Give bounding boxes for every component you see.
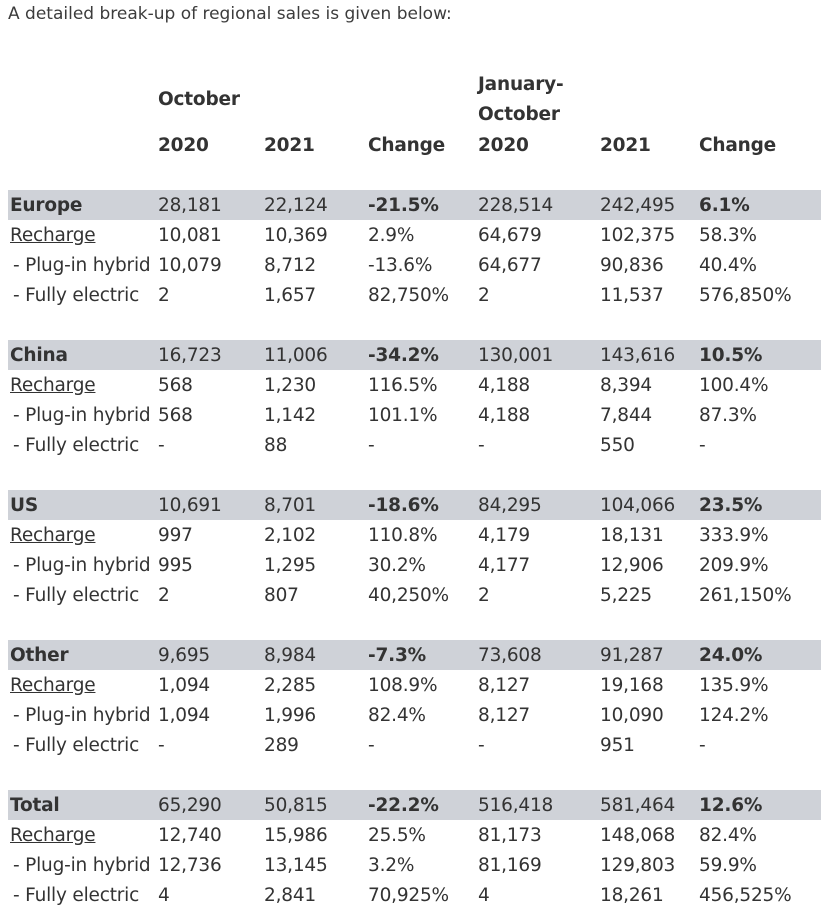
ytd-change-cell: 23.5%: [697, 490, 821, 520]
plug-in-hybrid-label: - Plug-in hybrid: [13, 704, 151, 726]
ytd-2020-cell: 8,127: [478, 704, 530, 726]
plug-in-hybrid-label: - Plug-in hybrid: [13, 854, 151, 876]
oct-2021-cell: 10,369: [264, 224, 328, 246]
oct-2020-cell: 12,736: [158, 854, 222, 876]
oct-change-cell: -: [368, 734, 375, 756]
ytd-change-cell: 333.9%: [699, 524, 769, 546]
oct-2021-cell: 2,285: [264, 674, 316, 696]
ytd-2020-cell: 228,514: [476, 190, 598, 220]
oct-2020-cell: 2: [158, 284, 170, 306]
ytd-2021-cell: 104,066: [598, 490, 697, 520]
oct-2021-cell: 22,124: [262, 190, 366, 220]
ytd-2020-cell: 4,188: [478, 374, 530, 396]
ytd-2021-cell: 102,375: [600, 224, 676, 246]
oct-2021-cell: 1,142: [264, 404, 316, 426]
ytd-2021-cell: 951: [600, 734, 635, 756]
ytd-2020-cell: 516,418: [476, 790, 598, 820]
oct-2021-cell: 1,996: [264, 704, 316, 726]
plug-in-hybrid-label: - Plug-in hybrid: [13, 254, 151, 276]
oct-change-cell: 108.9%: [368, 674, 438, 696]
region-total-row: [8, 190, 821, 220]
ytd-change-cell: 124.2%: [699, 704, 769, 726]
plug-in-hybrid-row: [8, 250, 821, 280]
region-total-row: [8, 340, 821, 370]
column-header-2021: 2021: [264, 134, 315, 156]
oct-2020-cell: 568: [158, 404, 193, 426]
ytd-change-cell: 58.3%: [699, 224, 757, 246]
oct-2021-cell: 1,295: [264, 554, 316, 576]
ytd-2021-cell: 10,090: [600, 704, 664, 726]
ytd-2021-cell: 5,225: [600, 584, 652, 606]
oct-2020-cell: -: [158, 434, 165, 456]
oct-2021-cell: 8,984: [262, 640, 366, 670]
oct-change-cell: 116.5%: [368, 374, 438, 396]
recharge-label: Recharge: [10, 374, 96, 396]
ytd-2021-cell: 11,537: [600, 284, 664, 306]
ytd-change-cell: 576,850%: [699, 284, 792, 306]
plug-in-hybrid-label: - Plug-in hybrid: [13, 554, 151, 576]
ytd-2021-cell: 8,394: [600, 374, 652, 396]
oct-2021-cell: 11,006: [262, 340, 366, 370]
ytd-change-cell: 87.3%: [699, 404, 757, 426]
ytd-2020-cell: -: [478, 434, 485, 456]
column-header-ytd-2020: 2020: [478, 134, 529, 156]
oct-change-cell: 3.2%: [368, 854, 415, 876]
ytd-change-cell: 40.4%: [699, 254, 757, 276]
column-header-change: Change: [368, 134, 445, 156]
oct-change-cell: 30.2%: [368, 554, 426, 576]
fully-electric-label: - Fully electric: [13, 584, 140, 606]
oct-change-cell: -34.2%: [366, 340, 476, 370]
region-name: US: [8, 490, 156, 520]
ytd-change-cell: 24.0%: [697, 640, 821, 670]
oct-change-cell: 70,925%: [368, 884, 449, 906]
spacer-row: [8, 460, 821, 490]
ytd-change-cell: -: [699, 734, 706, 756]
oct-2021-cell: 2,102: [264, 524, 316, 546]
region-name: Other: [8, 640, 156, 670]
oct-change-cell: 2.9%: [368, 224, 415, 246]
ytd-2020-cell: 4,179: [478, 524, 530, 546]
fully-electric-row: [8, 730, 821, 760]
oct-2020-cell: 10,079: [158, 254, 222, 276]
ytd-2021-cell: 148,068: [600, 824, 676, 846]
oct-2020-cell: 16,723: [156, 340, 262, 370]
plug-in-hybrid-row: [8, 400, 821, 430]
plug-in-hybrid-row: [8, 700, 821, 730]
oct-2021-cell: 13,145: [264, 854, 328, 876]
ytd-2020-cell: 2: [478, 284, 490, 306]
oct-change-cell: -13.6%: [368, 254, 433, 276]
ytd-change-cell: 59.9%: [699, 854, 757, 876]
oct-2021-cell: 8,701: [262, 490, 366, 520]
oct-2020-cell: -: [158, 734, 165, 756]
ytd-2021-cell: 550: [600, 434, 635, 456]
oct-2021-cell: 289: [264, 734, 299, 756]
ytd-change-cell: 135.9%: [699, 674, 769, 696]
spacer-row: [8, 610, 821, 640]
ytd-2020-cell: -: [478, 734, 485, 756]
spacer-row: [8, 310, 821, 340]
ytd-2020-cell: 64,679: [478, 224, 542, 246]
ytd-change-cell: 10.5%: [697, 340, 821, 370]
oct-2020-cell: 65,290: [156, 790, 262, 820]
recharge-label: Recharge: [10, 674, 96, 696]
recharge-label: Recharge: [10, 224, 96, 246]
ytd-2020-cell: 81,173: [478, 824, 542, 846]
ytd-2021-cell: 18,131: [600, 524, 664, 546]
oct-2021-cell: 807: [264, 584, 299, 606]
oct-2020-cell: 10,691: [156, 490, 262, 520]
oct-2020-cell: 2: [158, 584, 170, 606]
column-header-2020: 2020: [158, 134, 209, 156]
ytd-change-cell: 6.1%: [697, 190, 821, 220]
region-total-row: [8, 490, 821, 520]
ytd-2021-cell: 91,287: [598, 640, 697, 670]
region-name: China: [8, 340, 156, 370]
period-ytd-header: January- October: [478, 74, 564, 125]
recharge-label: Recharge: [10, 524, 96, 546]
recharge-row: [8, 220, 821, 250]
oct-2021-cell: 50,815: [262, 790, 366, 820]
oct-change-cell: 40,250%: [368, 584, 449, 606]
oct-2021-cell: 1,657: [264, 284, 316, 306]
oct-change-cell: 82.4%: [368, 704, 426, 726]
ytd-2021-cell: 129,803: [600, 854, 676, 876]
ytd-2020-cell: 84,295: [476, 490, 598, 520]
oct-change-cell: 110.8%: [368, 524, 438, 546]
ytd-2021-cell: 242,495: [598, 190, 697, 220]
ytd-change-cell: 261,150%: [699, 584, 792, 606]
oct-2020-cell: 568: [158, 374, 193, 396]
oct-change-cell: -: [368, 434, 375, 456]
column-header-ytd-2021: 2021: [600, 134, 651, 156]
oct-change-cell: 25.5%: [368, 824, 426, 846]
ytd-2020-cell: 130,001: [476, 340, 598, 370]
ytd-change-cell: 82.4%: [699, 824, 757, 846]
ytd-2021-cell: 90,836: [600, 254, 664, 276]
intro-text: A detailed break-up of regional sales is given below:: [8, 4, 452, 24]
oct-2021-cell: 8,712: [264, 254, 316, 276]
year-header-row: [8, 130, 821, 160]
ytd-change-cell: 12.6%: [697, 790, 821, 820]
oct-2020-cell: 12,740: [158, 824, 222, 846]
ytd-2020-cell: 81,169: [478, 854, 542, 876]
ytd-2020-cell: 73,608: [476, 640, 598, 670]
column-header-ytd-change: Change: [699, 134, 777, 156]
ytd-change-cell: 100.4%: [699, 374, 769, 396]
region-total-row: [8, 790, 821, 820]
oct-2020-cell: 28,181: [156, 190, 262, 220]
ytd-2020-cell: 4,177: [478, 554, 530, 576]
oct-change-cell: -21.5%: [366, 190, 476, 220]
plug-in-hybrid-label: - Plug-in hybrid: [13, 404, 151, 426]
oct-change-cell: 101.1%: [368, 404, 438, 426]
oct-change-cell: -18.6%: [366, 490, 476, 520]
ytd-2021-cell: 7,844: [600, 404, 652, 426]
oct-2021-cell: 15,986: [264, 824, 328, 846]
fully-electric-row: [8, 580, 821, 610]
oct-2020-cell: 4: [158, 884, 170, 906]
ytd-2021-cell: 19,168: [600, 674, 664, 696]
ytd-2021-cell: 18,261: [600, 884, 664, 906]
recharge-row: [8, 370, 821, 400]
spacer-row: [8, 160, 821, 190]
period-month-header: October: [158, 89, 240, 110]
recharge-label: Recharge: [10, 824, 96, 846]
plug-in-hybrid-row: [8, 850, 821, 880]
ytd-2020-cell: 4,188: [478, 404, 530, 426]
regional-sales-table: [8, 70, 821, 910]
ytd-2020-cell: 4: [478, 884, 490, 906]
spacer-row: [8, 760, 821, 790]
region-name: Europe: [8, 190, 156, 220]
oct-2020-cell: 10,081: [158, 224, 222, 246]
ytd-2020-cell: 64,677: [478, 254, 542, 276]
fully-electric-label: - Fully electric: [13, 884, 140, 906]
oct-2020-cell: 1,094: [158, 704, 210, 726]
ytd-change-cell: -: [699, 434, 706, 456]
recharge-row: [8, 820, 821, 850]
oct-change-cell: -7.3%: [366, 640, 476, 670]
ytd-change-cell: 456,525%: [699, 884, 792, 906]
oct-2020-cell: 997: [158, 524, 193, 546]
oct-2021-cell: 88: [264, 434, 288, 456]
region-total-row: [8, 640, 821, 670]
oct-2020-cell: 9,695: [156, 640, 262, 670]
fully-electric-row: [8, 430, 821, 460]
oct-change-cell: -22.2%: [366, 790, 476, 820]
fully-electric-row: [8, 280, 821, 310]
recharge-row: [8, 670, 821, 700]
oct-change-cell: 82,750%: [368, 284, 449, 306]
ytd-2021-cell: 143,616: [598, 340, 697, 370]
ytd-2021-cell: 12,906: [600, 554, 664, 576]
ytd-2020-cell: 8,127: [478, 674, 530, 696]
oct-2021-cell: 2,841: [264, 884, 316, 906]
fully-electric-label: - Fully electric: [13, 434, 140, 456]
recharge-row: [8, 520, 821, 550]
ytd-2020-cell: 2: [478, 584, 490, 606]
oct-2021-cell: 1,230: [264, 374, 316, 396]
fully-electric-row: [8, 880, 821, 910]
oct-2020-cell: 995: [158, 554, 193, 576]
ytd-2021-cell: 581,464: [598, 790, 697, 820]
ytd-change-cell: 209.9%: [699, 554, 769, 576]
period-header-row: [8, 70, 821, 130]
plug-in-hybrid-row: [8, 550, 821, 580]
oct-2020-cell: 1,094: [158, 674, 210, 696]
fully-electric-label: - Fully electric: [13, 284, 140, 306]
fully-electric-label: - Fully electric: [13, 734, 140, 756]
region-name: Total: [8, 790, 156, 820]
